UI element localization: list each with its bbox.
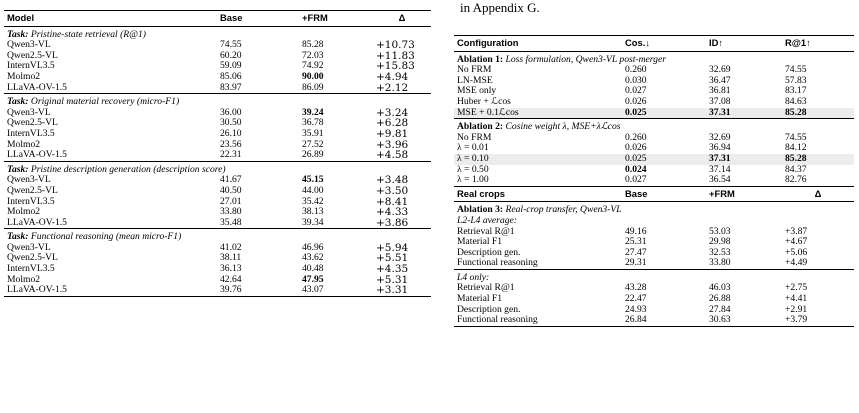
table-row — [454, 154, 854, 165]
model-name: Qwen2.5-VL — [7, 184, 58, 196]
task-name: Functional reasoning (mean micro-F1) — [30, 231, 182, 243]
id-value: 32.69 — [709, 131, 731, 143]
table-row — [4, 275, 431, 286]
base-value: 22.47 — [625, 293, 647, 305]
delta-value: +4.35 — [376, 263, 409, 276]
frm-value: 33.80 — [709, 257, 731, 269]
cos-value: 0.025 — [622, 108, 706, 119]
group-title-row — [454, 216, 854, 227]
base-value: 27.01 — [220, 195, 242, 207]
table-row — [4, 118, 431, 129]
base-value: 25.31 — [625, 236, 647, 248]
ablation-label: Ablation 2: — [457, 121, 504, 133]
header-delta: Δ — [814, 187, 822, 199]
frm-value: 40.48 — [302, 263, 324, 275]
table-row — [4, 150, 431, 161]
ablation-title — [454, 119, 854, 133]
table-row — [4, 218, 431, 229]
model-name: Qwen3-VL — [7, 39, 51, 51]
base-value: 36.00 — [220, 106, 242, 118]
ablation-header-row — [454, 51, 854, 65]
table-row — [4, 129, 431, 140]
delta-value: +5.31 — [376, 273, 409, 286]
delta-value: +2.91 — [785, 303, 808, 315]
frm-value: 39.34 — [302, 216, 324, 228]
base-value: 26.84 — [625, 314, 647, 326]
delta-value: +11.83 — [376, 49, 415, 62]
frm-value: 30.63 — [709, 314, 731, 326]
delta-value: +6.28 — [376, 117, 409, 130]
metric-name: Material F1 — [457, 293, 503, 305]
model-name: Qwen2.5-VL — [7, 49, 58, 61]
frm-value: 44.00 — [302, 184, 324, 196]
real-crops-header-row — [454, 186, 854, 202]
base-value: 30.50 — [220, 117, 242, 129]
cos-value: 0.030 — [625, 74, 647, 86]
task-header-row — [4, 94, 431, 108]
table-row — [4, 253, 431, 264]
delta-value: +10.73 — [376, 39, 415, 52]
task-name: Pristine-state retrieval (R@1) — [30, 28, 146, 40]
metric-name: Functional reasoning — [457, 257, 538, 269]
left-header-row — [4, 11, 431, 27]
frm-value: 74.92 — [302, 60, 324, 72]
task-title — [4, 161, 431, 175]
base-value: 24.93 — [625, 303, 647, 315]
base-value: 27.47 — [625, 246, 647, 258]
model-name: InternVL3.5 — [7, 263, 55, 275]
model-name: LLaVA-OV-1.5 — [7, 284, 67, 296]
metric-name: Description gen. — [457, 303, 521, 315]
ablation-desc: Cosine weight λ, MSE+λℒcos — [505, 121, 621, 133]
table-row — [454, 108, 854, 119]
config-name: λ = 0.50 — [457, 163, 489, 175]
header-real-crops: Real crops — [457, 187, 505, 199]
model-name: Qwen3-VL — [7, 241, 51, 253]
frm-value: 35.42 — [302, 195, 324, 207]
frm-value: 26.88 — [709, 293, 731, 305]
r1-value: 74.55 — [785, 64, 807, 76]
header-model: Model — [7, 12, 35, 23]
delta-value: +3.96 — [376, 138, 409, 151]
ablation-header-row — [454, 119, 854, 133]
task-label: Task: — [7, 28, 29, 40]
group-title: L4 only: — [454, 269, 854, 283]
table-row — [4, 108, 431, 119]
table-row — [4, 175, 431, 186]
left-table-body — [4, 26, 431, 296]
cos-value: 0.025 — [622, 154, 706, 165]
base-value: 42.64 — [220, 273, 242, 285]
id-value: 32.69 — [709, 64, 731, 76]
frm-value: 85.28 — [302, 39, 324, 51]
group-title-row — [454, 269, 854, 283]
table-row — [4, 207, 431, 218]
table-row — [4, 285, 431, 296]
delta-value: +4.41 — [785, 293, 808, 305]
header-frm: +FRM — [709, 187, 735, 199]
right-table-body — [454, 51, 854, 326]
task-header-row — [4, 229, 431, 243]
delta-value: +8.41 — [376, 195, 409, 208]
metric-name: Description gen. — [457, 246, 521, 258]
config-name: LN-MSE — [457, 74, 493, 86]
base-value: 83.97 — [220, 81, 242, 93]
config-name: λ = 0.01 — [457, 142, 489, 154]
delta-value: +4.67 — [785, 236, 808, 248]
task-label: Task: — [7, 163, 29, 175]
table-row — [454, 258, 854, 269]
id-value: 37.14 — [709, 163, 731, 175]
config-name: λ = 0.10 — [454, 154, 622, 165]
model-name: Qwen3-VL — [7, 106, 51, 118]
frm-value: 26.89 — [302, 149, 324, 161]
cos-value: 0.024 — [625, 163, 647, 175]
config-name: No FRM — [457, 131, 492, 143]
table-row — [4, 72, 431, 83]
model-name: Molmo2 — [7, 206, 41, 218]
frm-value: 43.07 — [302, 284, 324, 296]
frm-value: 43.62 — [302, 252, 324, 264]
metric-name: Functional reasoning — [457, 314, 538, 326]
model-name: Molmo2 — [7, 273, 41, 285]
delta-value: +4.33 — [376, 206, 409, 219]
base-value: 60.20 — [220, 49, 242, 61]
ablation-title — [454, 51, 854, 65]
model-name: InternVL3.5 — [7, 195, 55, 207]
base-value: 40.50 — [220, 184, 242, 196]
delta-value: +5.06 — [785, 246, 808, 258]
task-title — [4, 26, 431, 40]
r1-value: 83.17 — [785, 85, 807, 97]
delta-value: +9.81 — [376, 127, 409, 140]
header-id: ID↑ — [709, 37, 724, 48]
config-name: MSE only — [457, 85, 497, 97]
header-base: Base — [220, 12, 243, 23]
model-name: Molmo2 — [7, 70, 41, 82]
task-name: Original material recovery (micro-F1) — [30, 96, 180, 108]
config-name: λ = 1.00 — [457, 174, 489, 186]
model-name: LLaVA-OV-1.5 — [7, 149, 67, 161]
frm-value: 36.78 — [302, 117, 324, 129]
model-name: Qwen2.5-VL — [7, 252, 58, 264]
table-row — [4, 197, 431, 208]
delta-value: +4.94 — [376, 70, 409, 83]
delta-value: +3.87 — [785, 225, 808, 237]
model-name: Qwen2.5-VL — [7, 117, 58, 129]
base-value: 22.31 — [220, 149, 242, 161]
delta-value: +5.51 — [376, 252, 409, 265]
id-value: 37.08 — [709, 95, 731, 107]
base-value: 41.67 — [220, 174, 242, 186]
header-configuration: Configuration — [457, 37, 519, 48]
cos-value: 0.260 — [625, 131, 647, 143]
delta-value: +3.31 — [376, 284, 409, 297]
delta-value: +5.94 — [376, 241, 409, 254]
task-label: Task: — [7, 96, 29, 108]
cos-value: 0.027 — [625, 85, 647, 97]
config-name: Huber + ℒcos — [457, 95, 511, 107]
base-value: 29.31 — [625, 257, 647, 269]
frm-value: 27.52 — [302, 138, 324, 150]
table-row — [4, 40, 431, 51]
frm-value: 32.53 — [709, 246, 731, 258]
table-row — [4, 264, 431, 275]
cos-value: 0.260 — [625, 64, 647, 76]
table-row — [454, 97, 854, 108]
r1-value: 85.28 — [782, 154, 854, 165]
task-header-row — [4, 26, 431, 40]
metric-name: Retrieval R@1 — [457, 282, 515, 294]
header-cos: Cos.↓ — [625, 37, 651, 48]
delta-value: +15.83 — [376, 60, 415, 73]
ablation-header-row — [454, 202, 854, 216]
config-name: MSE + 0.1ℒcos — [454, 108, 622, 119]
task-title — [4, 229, 431, 243]
delta-value: +3.50 — [376, 184, 409, 197]
id-value: 36.47 — [709, 74, 731, 86]
frm-value: 86.09 — [302, 81, 324, 93]
r1-value: 84.12 — [785, 142, 807, 154]
frm-value: 27.84 — [709, 303, 731, 315]
frm-value: 72.03 — [302, 49, 324, 61]
task-label: Task: — [7, 231, 29, 243]
base-value: 38.11 — [220, 252, 242, 264]
r1-value: 82.76 — [785, 174, 807, 186]
base-value: 41.02 — [220, 241, 242, 253]
model-name: InternVL3.5 — [7, 60, 55, 72]
frm-value: 35.91 — [302, 127, 324, 139]
id-value: 37.31 — [706, 154, 782, 165]
header-r1: R@1↑ — [785, 37, 811, 48]
frm-value: 53.03 — [709, 225, 731, 237]
frm-value: 90.00 — [302, 70, 324, 82]
frm-value: 38.13 — [302, 206, 324, 218]
cos-value: 0.026 — [625, 95, 647, 107]
model-name: Qwen3-VL — [7, 174, 51, 186]
r1-value: 74.55 — [785, 131, 807, 143]
id-value: 37.31 — [706, 108, 782, 119]
delta-value: +3.86 — [376, 216, 409, 229]
model-name: LLaVA-OV-1.5 — [7, 216, 67, 228]
table-row — [454, 175, 854, 186]
delta-value: +4.49 — [785, 257, 808, 269]
base-value: 74.55 — [220, 39, 242, 51]
right-header-row — [454, 36, 854, 52]
task-name: Pristine description generation (description score) — [30, 163, 226, 175]
group-title: L2-L4 average: — [457, 214, 517, 226]
cos-value: 0.027 — [625, 174, 647, 186]
ablation-label: Ablation 3: — [457, 204, 504, 216]
r1-value: 84.37 — [785, 163, 807, 175]
frm-value: 39.24 — [302, 106, 324, 118]
id-value: 36.81 — [709, 85, 731, 97]
table-row — [4, 83, 431, 94]
base-value: 36.13 — [220, 263, 242, 275]
header-frm: +FRM — [302, 12, 328, 23]
frm-value: 46.96 — [302, 241, 324, 253]
base-value: 33.80 — [220, 206, 242, 218]
table-row — [4, 140, 431, 151]
header-base: Base — [625, 187, 648, 199]
table-row — [4, 186, 431, 197]
r1-value: 85.28 — [782, 108, 854, 119]
r1-value: 84.63 — [785, 95, 807, 107]
base-value: 43.28 — [625, 282, 647, 294]
config-name: No FRM — [457, 64, 492, 76]
model-name: InternVL3.5 — [7, 127, 55, 139]
base-value: 35.48 — [220, 216, 242, 228]
metric-name: Material F1 — [457, 236, 503, 248]
base-value: 59.09 — [220, 60, 242, 72]
base-value: 85.06 — [220, 70, 242, 82]
delta-value: +3.24 — [376, 106, 409, 119]
header-delta: Δ — [398, 12, 406, 23]
delta-value: +3.79 — [785, 314, 808, 326]
base-value: 39.76 — [220, 284, 242, 296]
model-name: LLaVA-OV-1.5 — [7, 81, 67, 93]
frm-value: 29.98 — [709, 236, 731, 248]
main-results-table — [4, 10, 431, 297]
table-row — [454, 315, 854, 326]
table-row — [4, 51, 431, 62]
table-row — [4, 243, 431, 254]
frm-value: 47.95 — [302, 273, 324, 285]
table-row — [4, 61, 431, 72]
r1-value: 57.83 — [785, 74, 807, 86]
delta-value: +2.75 — [785, 282, 808, 294]
frm-value: 45.15 — [302, 174, 324, 186]
base-value: 26.10 — [220, 127, 242, 139]
delta-value: +3.48 — [376, 174, 409, 187]
ablation-title — [454, 202, 854, 216]
model-name: Molmo2 — [7, 138, 41, 150]
base-value: 23.56 — [220, 138, 242, 150]
ablation-desc: Real-crop transfer, Qwen3-VL — [505, 204, 622, 216]
task-header-row — [4, 161, 431, 175]
delta-value: +4.58 — [376, 149, 409, 162]
task-title — [4, 94, 431, 108]
ablation-desc: Loss formulation, Qwen3-VL post-merger — [505, 53, 666, 65]
frm-value: 46.03 — [709, 282, 731, 294]
delta-value: +2.12 — [376, 81, 409, 94]
id-value: 36.94 — [709, 142, 731, 154]
cos-value: 0.026 — [625, 142, 647, 154]
id-value: 36.54 — [709, 174, 731, 186]
ablation-table — [454, 35, 854, 327]
ablation-label: Ablation 1: — [457, 53, 504, 65]
caption-tail: in Appendix G. — [460, 0, 540, 15]
metric-name: Retrieval R@1 — [457, 225, 515, 237]
base-value: 49.16 — [625, 225, 647, 237]
